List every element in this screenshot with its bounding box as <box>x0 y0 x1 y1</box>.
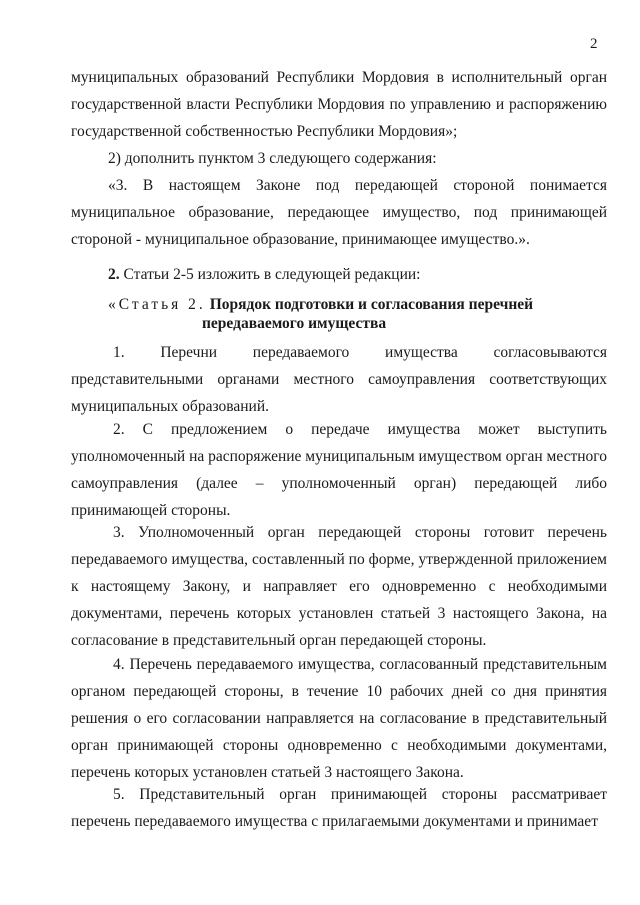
article-paragraph-4: 4. Перечень передаваемого имущества, согласованный представительным органом передающей стороны, в течение 10 рабочих дней со дня принятия решения о его согласовании направляется на согласование в представительный орган принимающей стороны одновременно с необходимыми документами, перечень которых установлен статьей 3 настоящего Закона. <box>71 656 607 781</box>
page-number: 2 <box>590 36 598 52</box>
paragraph-continuation: муниципальных образований Республики Мордовия в исполнительный орган государственной власти Республики Мордовия по управлению и распоряжению государственной собственностью Республики Мордовия»; <box>71 69 607 140</box>
article-paragraph-3: 3. Уполномоченный орган передающей стороны готовит перечень передаваемого имущества, составленный по форме, утвержденной приложением к настоящему Закону, и направляет его одновременно с необходимыми документами, перечень которых установлен статьей 3 настоящего Закона, на согласование в представительный орган передающей стороны. <box>71 524 607 649</box>
article-title-line-1: Порядок подготовки и согласования перечней <box>209 296 534 313</box>
article-paragraph-5: 5. Представительный орган принимающей стороны рассматривает перечень передаваемого имущества с прилагаемыми документами и принимает <box>71 786 607 830</box>
article-lead: «Статья 2. <box>108 296 206 313</box>
paragraph-amendment-item-2: 2) дополнить пунктом 3 следующего содержания: <box>108 150 437 167</box>
article-paragraph-1: 1. Перечни передаваемого имущества согласовываются представительными органами местного самоуправления соответствующих муниципальных образований. <box>71 344 607 415</box>
section-text: Статьи 2-5 изложить в следующей редакции: <box>123 266 421 283</box>
article-heading <box>108 295 608 333</box>
section-number: 2. <box>108 266 120 283</box>
paragraph-new-point-3: «3. В настоящем Законе под передающей стороной понимается муниципальное образование, передающее имущество, под принимающей стороной - муниципальное образование, принимающее имущество.». <box>71 177 607 248</box>
paragraph-section-2 <box>71 261 607 288</box>
article-title-line-2: передаваемого имущества <box>202 315 387 332</box>
article-paragraph-2: 2. С предложением о передаче имущества может выступить уполномоченный на распоряжение муниципальным имуществом орган местного самоуправления (далее – уполномоченный орган) передающей либо принимающей стороны. <box>71 421 607 519</box>
